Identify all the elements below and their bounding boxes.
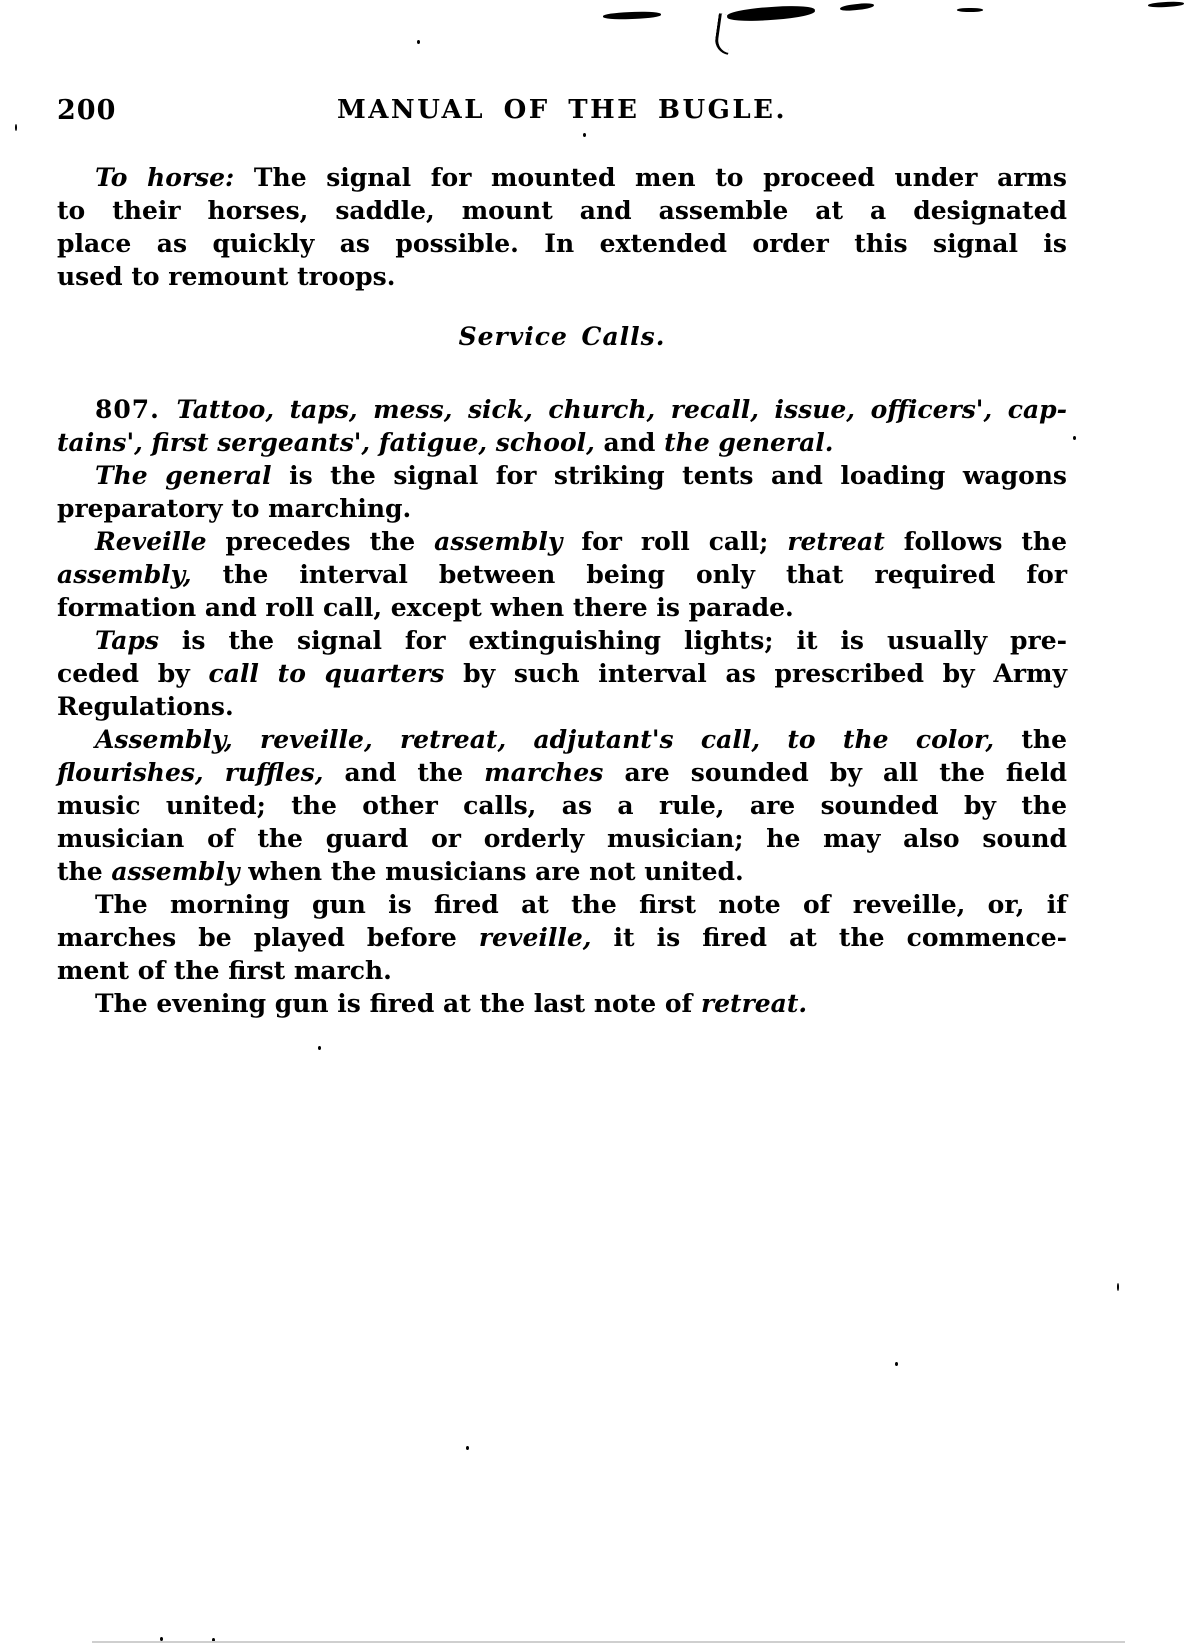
text-segment: The signal for mounted men to proceed under arms xyxy=(234,163,1067,192)
paragraph xyxy=(57,161,1067,293)
section-heading: Service Calls. xyxy=(458,322,666,351)
text-line xyxy=(57,822,1067,855)
text-segment: it is fired at the commence- xyxy=(613,923,1067,952)
emphasized-text-segment: marches xyxy=(484,758,625,787)
emphasized-text-segment: Assembly, reveille, retreat, adjutant's call, to the color, xyxy=(95,725,1022,754)
text-segment: marches be played before xyxy=(57,923,479,952)
text-segment: music united; the other calls, as a rule, are sounded by the xyxy=(57,791,1067,820)
text-line xyxy=(57,426,1067,459)
text-line xyxy=(57,492,1067,525)
body-text xyxy=(57,161,1067,1020)
emphasized-text-segment: the general. xyxy=(664,428,834,457)
scan-artifact xyxy=(1073,436,1076,440)
paragraph xyxy=(57,459,1067,525)
text-segment: ment of the first march. xyxy=(57,956,392,985)
text-segment: The morning gun is fired at the first note of reveille, or, if xyxy=(95,890,1067,919)
paragraph xyxy=(57,525,1067,624)
emphasized-text-segment: assembly xyxy=(434,527,582,556)
running-header xyxy=(57,95,1067,129)
text-line xyxy=(57,161,1067,194)
emphasized-text-segment: The general xyxy=(95,461,290,490)
text-segment: follows the xyxy=(903,527,1067,556)
text-line xyxy=(57,921,1067,954)
emphasized-text-segment: Reveille xyxy=(95,527,226,556)
text-segment: musician of the guard or orderly musician; he may also sound xyxy=(57,824,1067,853)
text-segment: formation and roll call, except when there is parade. xyxy=(57,593,794,622)
emphasized-text-segment: assembly xyxy=(111,857,249,886)
text-segment: precedes the xyxy=(225,527,435,556)
emphasized-text-segment: Tattoo, taps, mess, sick, church, recall, issue, officers', cap- xyxy=(176,395,1068,424)
text-line xyxy=(57,855,1067,888)
text-segment: place as quickly as possible. In extended order this signal is xyxy=(57,229,1067,258)
text-segment: by such interval as prescribed by Army xyxy=(463,659,1067,688)
running-title: MANUAL OF THE BUGLE. xyxy=(336,95,788,125)
emphasized-text-segment: retreat xyxy=(787,527,904,556)
paragraph xyxy=(57,393,1067,459)
text-line xyxy=(57,459,1067,492)
text-line xyxy=(57,690,1067,723)
text-segment: the xyxy=(57,857,112,886)
emphasized-text-segment: Taps xyxy=(95,626,182,655)
text-line xyxy=(57,657,1067,690)
paragraph xyxy=(57,987,1067,1020)
emphasized-text-segment: reveille, xyxy=(478,923,614,952)
text-line xyxy=(57,194,1067,227)
scan-artifact xyxy=(466,1446,469,1450)
text-line xyxy=(57,558,1067,591)
emphasized-text-segment: 807. xyxy=(95,395,177,424)
text-line xyxy=(57,591,1067,624)
scan-artifact xyxy=(727,4,816,23)
text-segment: is the signal for extinguishing lights; it is usually pre- xyxy=(181,626,1067,655)
text-line xyxy=(57,756,1067,789)
emphasized-text-segment: To horse: xyxy=(95,163,235,192)
paragraph xyxy=(57,723,1067,888)
text-segment: used to remount troops. xyxy=(57,262,396,291)
text-segment: the xyxy=(1021,725,1067,754)
text-line xyxy=(57,987,1067,1020)
paragraph xyxy=(57,888,1067,987)
text-segment: The evening gun is fired at the last note of xyxy=(95,989,701,1018)
page-bottom-edge xyxy=(92,1641,1125,1643)
scan-artifact xyxy=(1148,1,1184,8)
text-line xyxy=(57,227,1067,260)
emphasized-text-segment: retreat. xyxy=(700,989,808,1018)
text-segment: and the xyxy=(344,758,485,787)
emphasized-text-segment: call to quarters xyxy=(208,659,464,688)
text-segment: and xyxy=(603,428,665,457)
text-line xyxy=(57,260,1067,293)
scan-artifact xyxy=(318,1046,321,1050)
text-segment: preparatory to marching. xyxy=(57,494,412,523)
scan-artifact xyxy=(417,40,420,44)
text-line xyxy=(57,723,1067,756)
text-segment: are sounded by all the field xyxy=(624,758,1067,787)
text-line xyxy=(57,789,1067,822)
scan-artifact xyxy=(840,2,874,12)
emphasized-text-segment: flourishes, ruffles, xyxy=(57,758,345,787)
text-line xyxy=(57,393,1067,426)
scan-artifact xyxy=(713,13,733,55)
scan-artifact xyxy=(603,11,661,20)
scan-artifact xyxy=(1117,1283,1119,1291)
emphasized-text-segment: assembly, xyxy=(57,560,223,589)
text-segment: ceded by xyxy=(57,659,209,688)
text-segment: to their horses, saddle, mount and assemble at a designated xyxy=(57,196,1067,225)
text-line xyxy=(57,954,1067,987)
text-line xyxy=(57,525,1067,558)
text-segment: is the signal for striking tents and loading wagons xyxy=(289,461,1067,490)
scan-artifact xyxy=(957,8,983,12)
scan-artifact xyxy=(895,1362,898,1366)
text-line xyxy=(57,888,1067,921)
scan-artifact xyxy=(583,133,586,137)
text-segment: the interval between being only that required for xyxy=(222,560,1067,589)
paragraph xyxy=(57,624,1067,723)
page-number: 200 xyxy=(57,95,117,126)
text-segment: Regulations. xyxy=(57,692,234,721)
emphasized-text-segment: tains', first sergeants', fatigue, school, xyxy=(57,428,604,457)
text-segment: for roll call; xyxy=(581,527,788,556)
text-line xyxy=(57,624,1067,657)
text-segment: when the musicians are not united. xyxy=(248,857,744,886)
scan-artifact xyxy=(15,124,17,131)
